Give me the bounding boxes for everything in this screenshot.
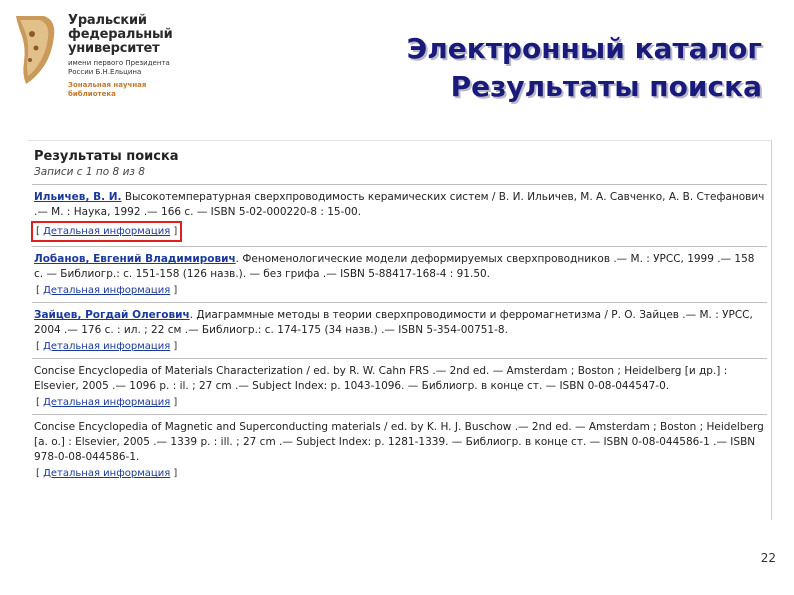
detail-info-link[interactable]: Детальная информация [43, 397, 171, 408]
record-description: . Феноменологические модели деформируемых сверхпроводников .— М. : УРСС, 1999 .— 158 с. — Библиогр.: с. 151-158 (126 назв.). — без грифа .— ISBN 5-88417-168-4 : 91.50. [34, 253, 755, 280]
record-author-link[interactable]: Зайцев, Рогдай Олегович [34, 309, 190, 321]
detail-info: [ Детальная информация ] [36, 468, 178, 479]
result-record [32, 358, 767, 414]
detail-info-link[interactable]: Детальная информация [43, 226, 171, 237]
result-record [32, 414, 767, 485]
record-author-link[interactable]: Ильичев, В. И. [34, 191, 122, 203]
library-name-line2: библиотека [68, 89, 116, 98]
university-subtitle-line2: России Б.Н.Ельцина [68, 67, 142, 76]
slide-title-line2: Результаты поиска [450, 70, 762, 103]
university-logo [14, 14, 174, 114]
university-name-line3: университет [68, 41, 160, 56]
record-description: Concise Encyclopedia of Materials Characterization / ed. by R. W. Cahn FRS .— 2nd ed. — Amsterdam ; Boston ; Heidelberg [и др.] : Elsevier, 2005 .— 1096 p. : il. ; 27 cm .— Subject Index: p. 1043-1096. — Библиогр. в конце ст. — ISBN 0-08-044547-0. [34, 365, 728, 392]
detail-info: [ Детальная информация ] [36, 397, 178, 408]
result-record [32, 302, 767, 358]
search-results-panel [28, 140, 772, 520]
slide-title-line1: Электронный каталог [406, 32, 762, 65]
logo-text [68, 14, 178, 98]
detail-info-link[interactable]: Детальная информация [43, 468, 171, 479]
record-description: Concise Encyclopedia of Magnetic and Superconducting materials / ed. by K. H. J. Buschow .— 2nd ed. — Amsterdam ; Boston ; Heidelberg [a. o.] : Elsevier, 2005 .— 1339 p. : ill. ; 27 cm .— Subject Index: p. 1281-1339. — Библиогр. в конце ст. — ISBN 0-08-044586-1 .— ISBN 978-0-08-044586-1. [34, 421, 764, 463]
university-name-line1: Уральский [68, 13, 147, 28]
record-description: . Диаграммные методы в теории сверхпроводимости и ферромагнетизма / Р. О. Зайцев .— М. : УРСС, 2004 .— 176 с. : ил. ; 22 см .— Библиогр.: с. 174-175 (34 назв.) .— ISBN 5-354-00751-8. [34, 309, 753, 336]
library-name [68, 81, 178, 98]
urfu-logo-mark-icon [14, 14, 64, 86]
result-record [32, 246, 767, 302]
detail-info: [ Детальная информация ] [36, 285, 178, 296]
page-number: 22 [760, 551, 776, 565]
library-name-line1: Зональная научная [68, 81, 147, 89]
slide-title [407, 30, 762, 106]
university-subtitle [68, 59, 178, 76]
university-subtitle-line1: имени первого Президента [68, 59, 170, 67]
detail-info-link[interactable]: Детальная информация [43, 285, 171, 296]
record-author-link[interactable]: Лобанов, Евгений Владимирович [34, 253, 236, 265]
results-count: Записи с 1 по 8 из 8 [34, 166, 145, 178]
record-description: Высокотемпературная сверхпроводимость керамических систем / В. И. Ильичев, М. А. Савченко, А. В. Стефанович .— М. : Наука, 1992 .— 166 с. — ISBN 5-02-000220-8 : 15-00. [34, 191, 765, 218]
result-record [32, 184, 767, 246]
university-name-line2: федеральный [68, 27, 173, 42]
detail-info-highlighted: [ Детальная информация ] [31, 221, 182, 242]
results-heading: Результаты поиска [34, 149, 179, 164]
detail-info-link[interactable]: Детальная информация [43, 341, 171, 352]
detail-info: [ Детальная информация ] [36, 341, 178, 352]
